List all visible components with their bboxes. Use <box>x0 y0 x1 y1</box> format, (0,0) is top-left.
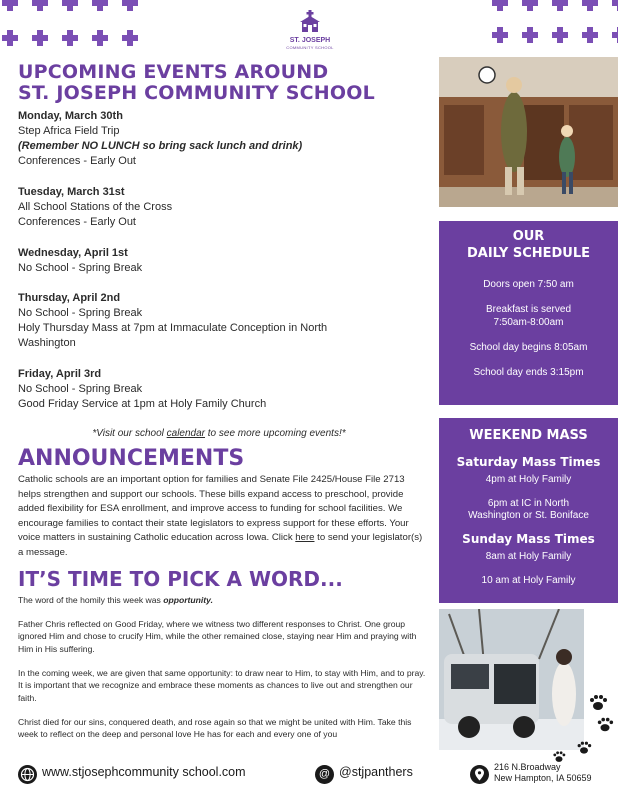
calendar-note: *Visit our school calendar to see more upcoming events!* <box>92 428 346 439</box>
event-friday <box>18 367 428 412</box>
event-monday <box>18 109 428 169</box>
daily-schedule-panel <box>439 221 618 405</box>
paw-print-icon <box>588 693 608 713</box>
event-line: Conferences - Early Out <box>18 155 136 167</box>
event-line: Good Friday Service at 1pm at Holy Family Church <box>18 398 267 410</box>
location-pin-icon <box>470 765 489 784</box>
event-date: Friday, April 3rd <box>18 368 102 380</box>
address: 216 N.Broadway New Hampton, IA 50659 <box>494 762 592 783</box>
announcements-body: Catholic schools are an important option for families and Senate File 2425/House File 2713 helps strengthen and support our schools. These bills expand access to preschool, provide added flexibility for ESA enrollment, and improve access to funding for school facilities. We encourage families to contact their state legislators to express support for these efforts. Your voice matters in sustaining Catholic education across Iowa. Click here to send your legislator(s) a message. <box>18 474 423 558</box>
mass-time: 8am at Holy Family <box>485 551 572 562</box>
mass-time: 4pm at Holy Family <box>485 474 572 485</box>
event-note: (Remember NO LUNCH so bring sack lunch and drink) <box>18 140 303 152</box>
event-date: Monday, March 30th <box>18 110 123 122</box>
logo-name: ST. JOSEPH <box>289 37 331 44</box>
event-line: No School - Spring Break <box>18 262 143 274</box>
word-highlight: opportunity. <box>163 595 214 605</box>
website-link[interactable]: www.stjosephcommunity school.com <box>42 765 246 779</box>
event-tuesday <box>18 185 428 230</box>
calendar-link[interactable]: calendar <box>166 428 205 439</box>
legislator-link[interactable]: here <box>295 532 315 544</box>
event-line: Holy Thursday Mass at 7pm at Immaculate Conception in North Washington <box>18 322 328 349</box>
mass-title: WEEKEND MASS <box>469 428 588 443</box>
event-wednesday <box>18 246 428 276</box>
at-sign-icon: @ <box>315 765 334 784</box>
paw-print-icon <box>596 716 614 734</box>
event-line: No School - Spring Break <box>18 383 143 395</box>
church-logo-icon <box>297 10 323 32</box>
weekend-mass-panel <box>439 418 618 603</box>
sunday-title: Sunday Mass Times <box>462 532 595 546</box>
school-logo <box>284 10 336 50</box>
logo-subtitle: COMMUNITY SCHOOL <box>286 45 334 50</box>
car-pickup-photo <box>439 609 584 750</box>
word-title: IT’S TIME TO PICK A WORD... <box>18 567 343 591</box>
event-line: No School - Spring Break <box>18 307 143 319</box>
footer <box>0 757 618 797</box>
schedule-title: OUR DAILY SCHEDULE <box>466 229 591 261</box>
paw-print-icon <box>576 740 592 756</box>
mass-time: 10 am at Holy Family <box>481 575 576 586</box>
event-thursday <box>18 291 428 351</box>
mass-time: 6pm at IC in North <box>487 498 570 509</box>
word-intro: The word of the homily this week was opportunity. <box>18 595 214 605</box>
word-paragraph-3: Christ died for our sins, conquered death, and rose again so that we might be united with Him. Take this week to reflect on the deep and personal love He has for each and every one of you <box>18 717 412 740</box>
word-paragraph-1: Father Chris reflected on Good Friday, where we witness two different responses to Christ. One group ignored Him and chose to crucify Him, while the other remained close, staying near Him and praying with Him in His suffering. <box>18 619 417 654</box>
saturday-title: Saturday Mass Times <box>456 455 601 469</box>
globe-icon <box>18 765 37 784</box>
events-title: UPCOMING EVENTS AROUND ST. JOSEPH COMMUNITY SCHOOL <box>18 61 375 104</box>
event-date: Tuesday, March 31st <box>18 186 125 198</box>
announcements-title: ANNOUNCEMENTS <box>18 446 245 471</box>
event-line: All School Stations of the Cross <box>18 201 173 213</box>
mass-time: Washington or St. Boniface <box>468 510 589 521</box>
event-line: Conferences - Early Out <box>18 216 136 228</box>
schedule-item: Doors open 7:50 am <box>483 279 574 290</box>
event-date: Wednesday, April 1st <box>18 247 128 259</box>
word-paragraph-2: In the coming week, we are given that same opportunity: to draw near to Him, to stay with Him, and to pray. It is important that we recognize and embrace these moments as chances to live out and strengthen our faith. <box>18 668 426 703</box>
event-date: Thursday, April 2nd <box>18 292 121 304</box>
schedule-item: School day ends 3:15pm <box>473 367 584 378</box>
event-line: Step Africa Field Trip <box>18 125 120 137</box>
schedule-item: 7:50am-8:00am <box>493 317 564 328</box>
schedule-item: School day begins 8:05am <box>469 342 588 353</box>
classroom-photo <box>439 57 618 207</box>
social-handle[interactable]: @stjpanthers <box>339 765 413 779</box>
schedule-item: Breakfast is served <box>485 304 572 315</box>
